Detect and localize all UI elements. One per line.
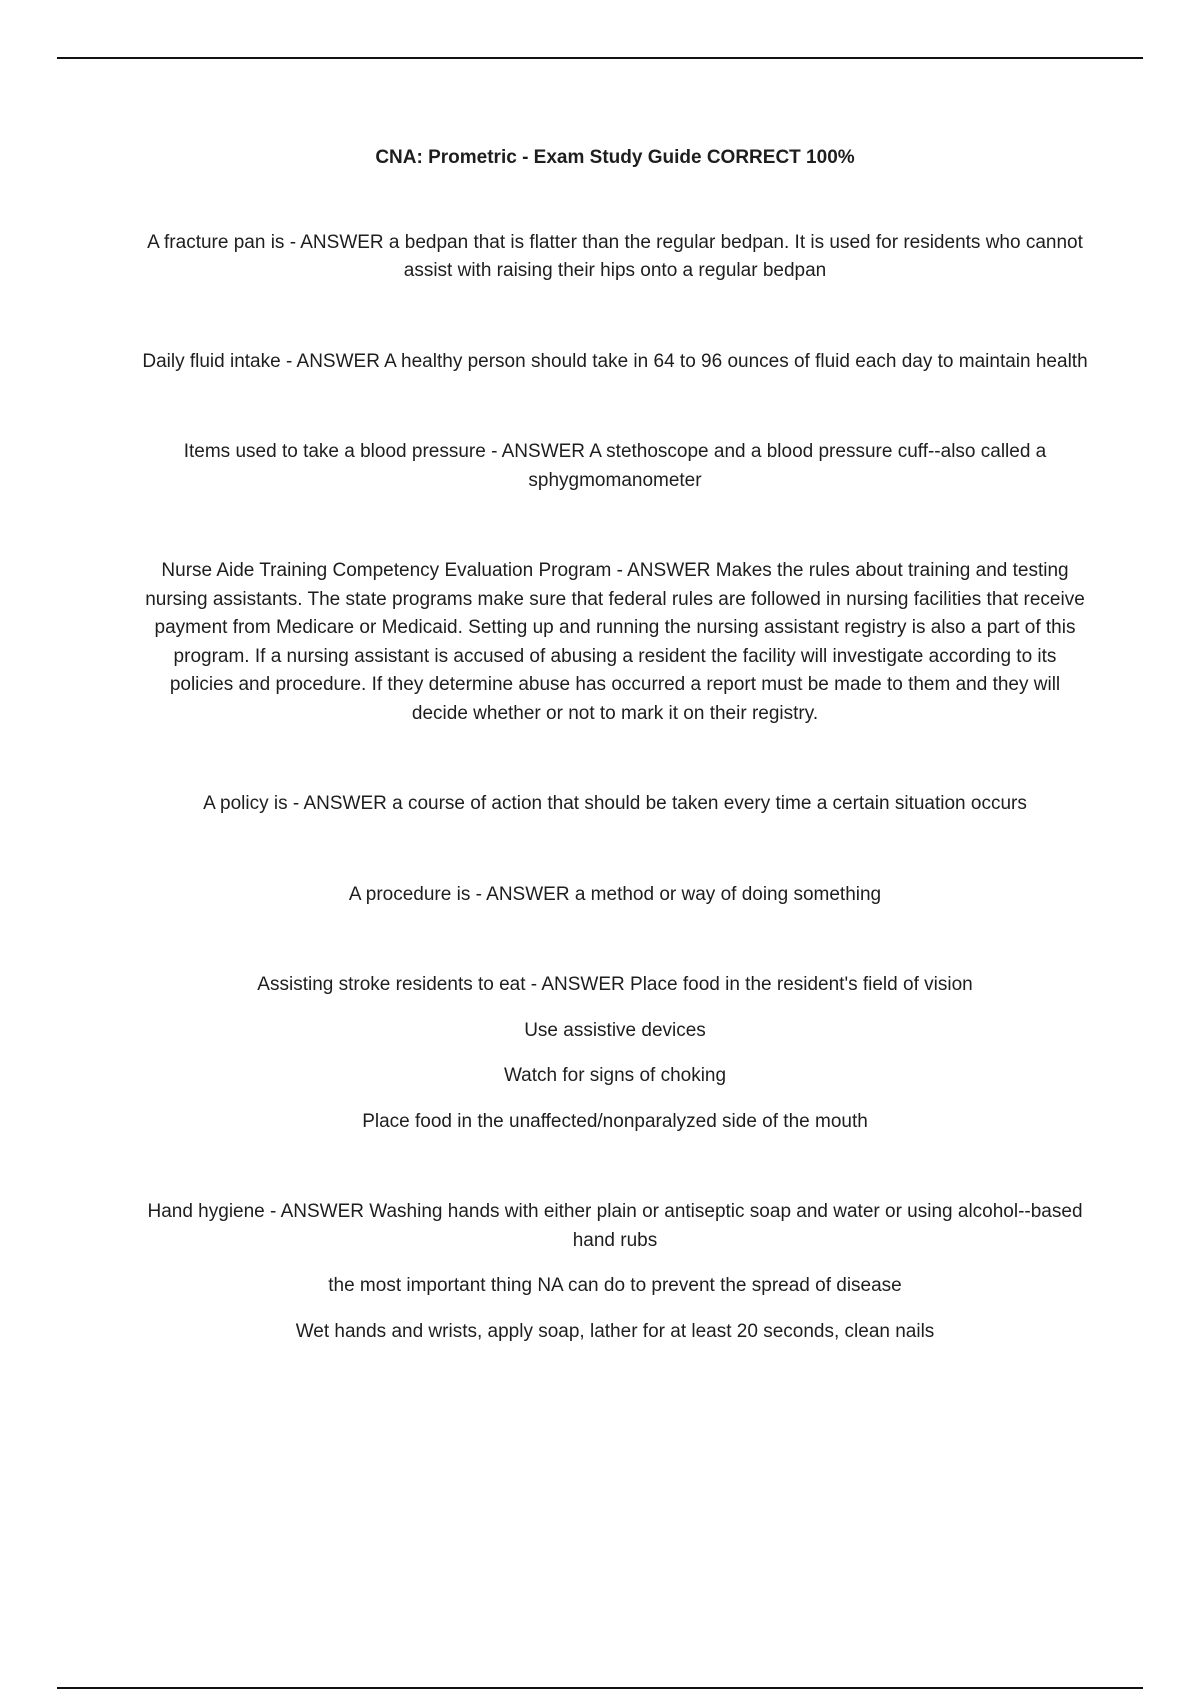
entry-detail: the most important thing NA can do to prevent the spread of disease <box>328 1275 902 1296</box>
entry-text: A procedure is - ANSWER a method or way of doing something <box>348 883 882 905</box>
entry-fracture-pan <box>140 229 1090 286</box>
document-body <box>140 144 1090 1408</box>
entry-detail: Use assistive devices <box>524 1019 706 1041</box>
entry-text: Assisting stroke residents to eat - ANSWER Place food in the resident's field of vision <box>257 974 973 995</box>
document-title: CNA: Prometric - Exam Study Guide CORRECT 100% <box>375 147 855 168</box>
entry-text: A policy is - ANSWER a course of action that should be taken every time a certain situation occurs <box>203 793 1027 814</box>
entry-text: A fracture pan is - ANSWER a bedpan that is flatter than the regular bedpan. It is used for residents who cannot assist with raising their hips onto a regular bedpan <box>147 231 1083 281</box>
entry-stroke-eating <box>140 971 1090 1136</box>
entry-detail: Wet hands and wrists, apply soap, lather for at least 20 seconds, clean nails <box>295 1320 935 1342</box>
footer-rule <box>57 1687 1143 1689</box>
entry-procedure <box>140 881 1090 910</box>
entry-text: Daily fluid intake - ANSWER A healthy person should take in 64 to 96 ounces of fluid each day to maintain health <box>142 350 1088 372</box>
header-rule <box>57 57 1143 59</box>
entry-text: Items used to take a blood pressure - ANSWER A stethoscope and a blood pressure cuff--also called a sphygmomanometer <box>183 441 1047 491</box>
entry-daily-fluid-intake <box>140 348 1090 377</box>
entry-natcep <box>140 557 1090 728</box>
entry-detail: Watch for signs of choking <box>503 1065 727 1086</box>
entry-text: Nurse Aide Training Competency Evaluation Program - ANSWER Makes the rules about training and testing nursing assistants. The state programs make sure that federal rules are followed in nursing facilities that receive payment from Medicare or Medicaid. Setting up and running the nursing assistant registry is also a part of this program. If a nursing assistant is accused of abusing a resident the facility will investigate according to its policies and procedure. If they determine abuse has occurred a report must be made to them and they will decide whether or not to mark it on their registry. <box>145 560 1085 724</box>
entry-detail: Place food in the unaffected/nonparalyzed side of the mouth <box>362 1110 868 1132</box>
entry-text: Hand hygiene - ANSWER Washing hands with either plain or antiseptic soap and water or using alcohol--based hand rubs <box>147 1201 1083 1251</box>
entry-hand-hygiene <box>140 1198 1090 1346</box>
entry-policy <box>140 790 1090 819</box>
entry-blood-pressure-items <box>140 438 1090 495</box>
